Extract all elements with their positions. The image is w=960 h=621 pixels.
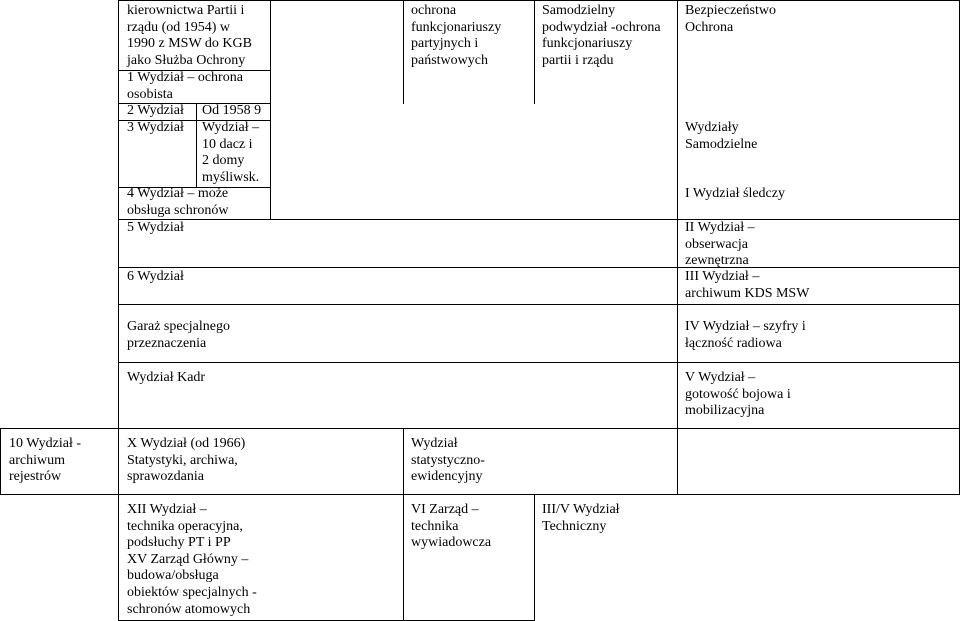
text-line: Wydział Kadr — [127, 370, 206, 385]
text-line: 3 Wydział — [127, 120, 184, 135]
grid-line — [534, 494, 535, 621]
cell-wydzial-I — [685, 186, 785, 203]
cell-wydzial-kadr — [127, 370, 205, 387]
text-line: 2 domy — [202, 153, 245, 169]
cell-kierownictwo — [127, 3, 252, 69]
grid-line — [0, 428, 1, 494]
text-line: Ochrona — [685, 19, 734, 35]
cell-wydzial-III-V — [542, 502, 620, 535]
text-line: III Wydział – — [685, 269, 760, 284]
text-line: 2 Wydział — [127, 103, 184, 118]
cell-wydzial-5 — [127, 220, 184, 237]
text-line: archiwum KDS MSW — [685, 285, 810, 301]
text-line: Samodzielne — [685, 136, 758, 152]
grid-line — [118, 362, 960, 363]
cell-wydzial-III — [685, 269, 809, 302]
text-line: Od 1958 9 — [202, 103, 262, 118]
text-line: Garaż specjalnego — [127, 319, 230, 334]
text-line: państwowych — [411, 52, 488, 68]
text-line: Wydział – — [202, 120, 260, 135]
text-line: 10 Wydział - — [9, 436, 81, 451]
cell-wydzial-9 — [202, 120, 259, 186]
cell-wydzial-4 — [127, 186, 229, 219]
text-line: partyjnych i — [411, 36, 479, 52]
text-line: myśliwsk. — [202, 169, 260, 185]
text-line: II Wydział – — [685, 220, 755, 235]
text-line: 1 Wydział – ochrona — [127, 70, 243, 85]
grid-line — [534, 0, 535, 104]
text-line: ewidencyjny — [411, 469, 483, 485]
text-line: gotowość bojowa i — [685, 386, 791, 402]
cell-wydzial-1 — [127, 70, 243, 103]
text-line: VI Zarząd – — [411, 502, 479, 517]
text-line: Samodzielny — [542, 3, 616, 18]
text-line: podsłuchy PT i PP — [127, 535, 231, 551]
text-line: V Wydział – — [685, 370, 756, 385]
text-line: obsługa schronów — [127, 202, 229, 218]
grid-line — [270, 0, 271, 219]
text-line: ochrona — [411, 3, 457, 18]
text-line: Techniczny — [542, 518, 607, 534]
text-line: partii i rządu — [542, 52, 614, 68]
grid-line — [196, 103, 197, 187]
grid-line — [403, 428, 404, 621]
cell-wydzialy-samodzielne — [685, 120, 757, 153]
grid-line — [118, 267, 960, 268]
grid-line — [118, 0, 119, 621]
text-line: X Wydział (od 1966) — [127, 436, 246, 451]
text-line: łączność radiowa — [685, 335, 782, 351]
text-line: technika operacyjna, — [127, 518, 243, 534]
text-line: XII Wydział – — [127, 502, 207, 517]
cell-wydzial-XII — [127, 502, 257, 618]
text-line: 6 Wydział — [127, 269, 184, 284]
grid-line — [118, 304, 960, 305]
cell-zarzad-VI — [411, 502, 491, 552]
text-line: 5 Wydział — [127, 220, 184, 235]
cell-wydzial-6 — [127, 269, 184, 286]
cell-wydzial-X — [127, 436, 245, 486]
text-line: technika — [411, 518, 459, 534]
cell-wydzial-2 — [127, 103, 184, 120]
text-line: obserwacja — [685, 236, 748, 252]
cell-wydzial-IV — [685, 319, 806, 352]
cell-ochrona-funkcjonariuszy — [411, 3, 501, 69]
cell-bezpieczenstwo — [685, 3, 776, 36]
text-line: osobista — [127, 86, 173, 102]
text-line: 1990 z MSW do KGB — [127, 36, 252, 52]
text-line: III/V Wydział — [542, 502, 620, 517]
grid-line — [0, 428, 960, 429]
text-line: statystyczno- — [411, 452, 485, 468]
text-line: rządu (od 1954) w — [127, 19, 231, 35]
text-line: budowa/obsługa — [127, 568, 219, 584]
text-line: archiwum — [9, 452, 65, 468]
text-line: sprawozdania — [127, 469, 204, 485]
text-line: XV Zarząd Główny – — [127, 551, 249, 567]
cell-wydzial-II — [685, 220, 755, 270]
text-line: Statystyki, archiwa, — [127, 452, 238, 468]
cell-od-1958 — [202, 103, 261, 120]
grid-line — [0, 494, 960, 495]
text-line: Wydział — [411, 436, 458, 451]
text-line: jako Służba Ochrony — [127, 52, 246, 68]
cell-samodzielny-podwydzial — [542, 3, 661, 69]
text-line: rejestrów — [9, 469, 62, 485]
text-line: 4 Wydział – może — [127, 186, 229, 201]
grid-line — [118, 219, 960, 220]
text-line: przeznaczenia — [127, 335, 207, 351]
grid-line — [118, 0, 960, 1]
text-line: podwydział -ochrona — [542, 19, 661, 35]
text-line: mobilizacyjna — [685, 403, 765, 419]
cell-wydzial-3 — [127, 120, 184, 137]
text-line: kierownictwa Partii i — [127, 3, 245, 18]
text-line: funkcjonariuszy — [542, 36, 633, 52]
text-line: funkcjonariuszy — [411, 19, 502, 35]
cell-wydzial-10 — [9, 436, 81, 486]
text-line: Wydziały — [685, 120, 739, 135]
text-line: IV Wydział – szyfry i — [685, 319, 806, 334]
text-line: wywiadowcza — [411, 535, 492, 551]
grid-line — [403, 0, 404, 104]
text-line: obiektów specjalnych - — [127, 584, 257, 600]
text-line: schronów atomowych — [127, 601, 251, 617]
text-line: I Wydział śledczy — [685, 186, 785, 201]
cell-wydzial-V — [685, 370, 791, 420]
cell-wydzial-statystyczno — [411, 436, 485, 486]
text-line: Bezpieczeństwo — [685, 3, 776, 18]
cell-garaz — [127, 319, 230, 352]
text-line: zewnętrzna — [685, 253, 749, 269]
text-line: 10 dacz i — [202, 136, 253, 152]
grid-line — [677, 0, 678, 494]
